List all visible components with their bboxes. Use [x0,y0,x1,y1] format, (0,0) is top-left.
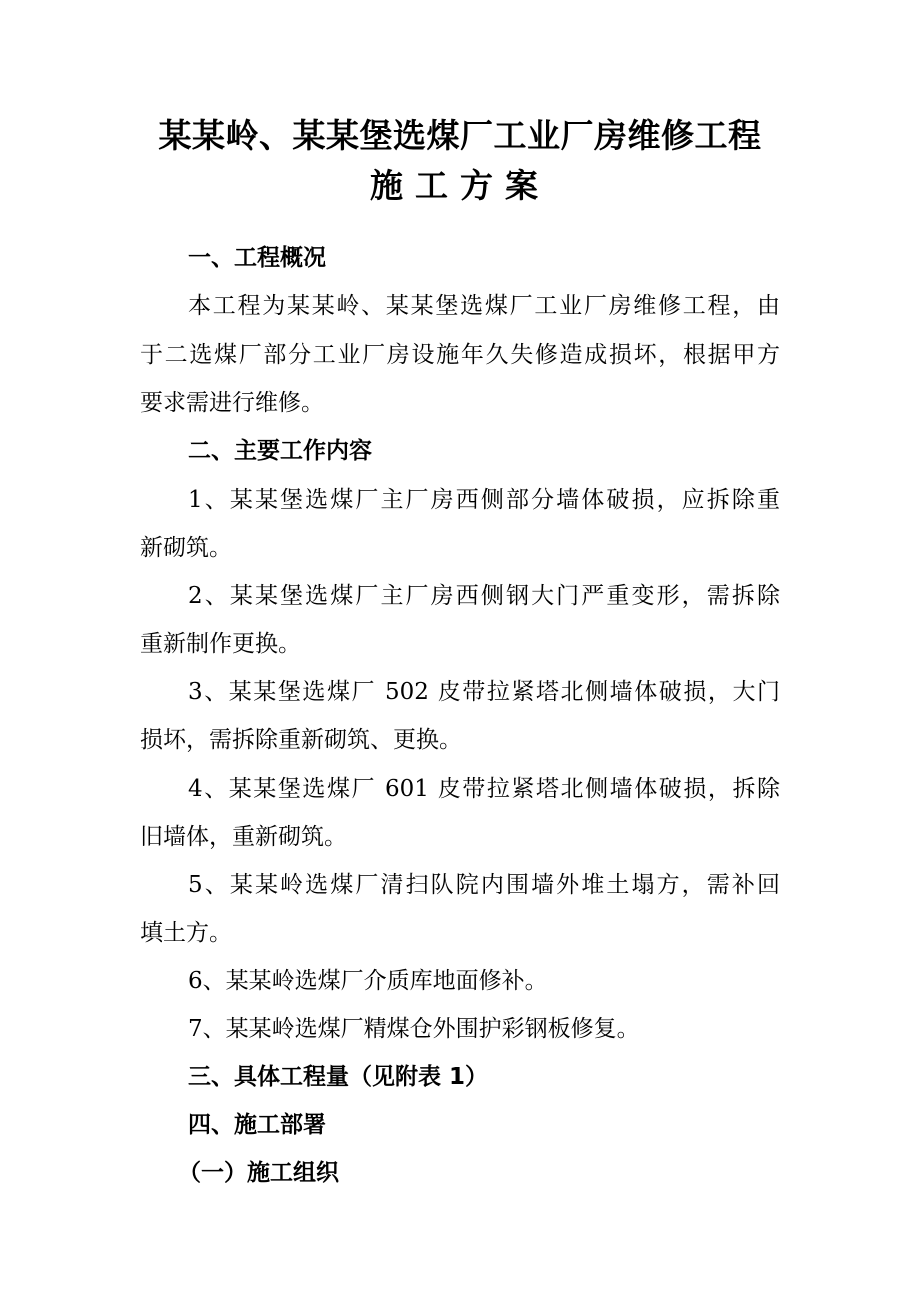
list-item-line: 旧墙体，重新砌筑。 [140,824,347,850]
list-item-line: 3、某某堡选煤厂 502 皮带拉紧塔北侧墙体破损，大门 [188,679,780,705]
list-item-line: 5、某某岭选煤厂清扫队院内围墙外堆土塌方，需补回 [188,872,780,898]
document-title: 某某岭、某某堡选煤厂工业厂房维修工程 [158,116,762,155]
list-item-line: 损坏，需拆除重新砌筑、更换。 [140,727,462,753]
list-item-line: 填土方。 [140,920,232,946]
section-heading-content: 二、主要工作内容 [188,438,372,464]
section-heading-quantity: 三、具体工程量（见附表 1） [188,1064,489,1090]
list-item-line: 7、某某岭选煤厂精煤仓外围护彩钢板修复。 [188,1016,640,1042]
list-item-line: 6、某某岭选煤厂介质库地面修补。 [188,968,548,994]
section-heading-deployment: 四、施工部署 [188,1112,326,1138]
paragraph-line: 要求需进行维修。 [140,390,324,416]
list-item-line: 4、某某堡选煤厂 601 皮带拉紧塔北侧墙体破损，拆除 [188,776,780,802]
subsection-heading-organization: （一）施工组织 [178,1160,339,1186]
list-item-line: 1、某某堡选煤厂主厂房西侧部分墙体破损，应拆除重 [188,487,780,513]
paragraph-line: 本工程为某某岭、某某堡选煤厂工业厂房维修工程，由 [188,293,780,319]
paragraph-line: 于二选煤厂部分工业厂房设施年久失修造成损坏，根据甲方 [140,342,780,368]
section-heading-overview: 一、工程概况 [188,245,326,271]
list-item-line: 新砌筑。 [140,535,232,561]
list-item-line: 2、某某堡选煤厂主厂房西侧钢大门严重变形，需拆除 [188,583,780,609]
document-subtitle: 施工方案 [370,166,550,205]
list-item-line: 重新制作更换。 [140,631,301,657]
